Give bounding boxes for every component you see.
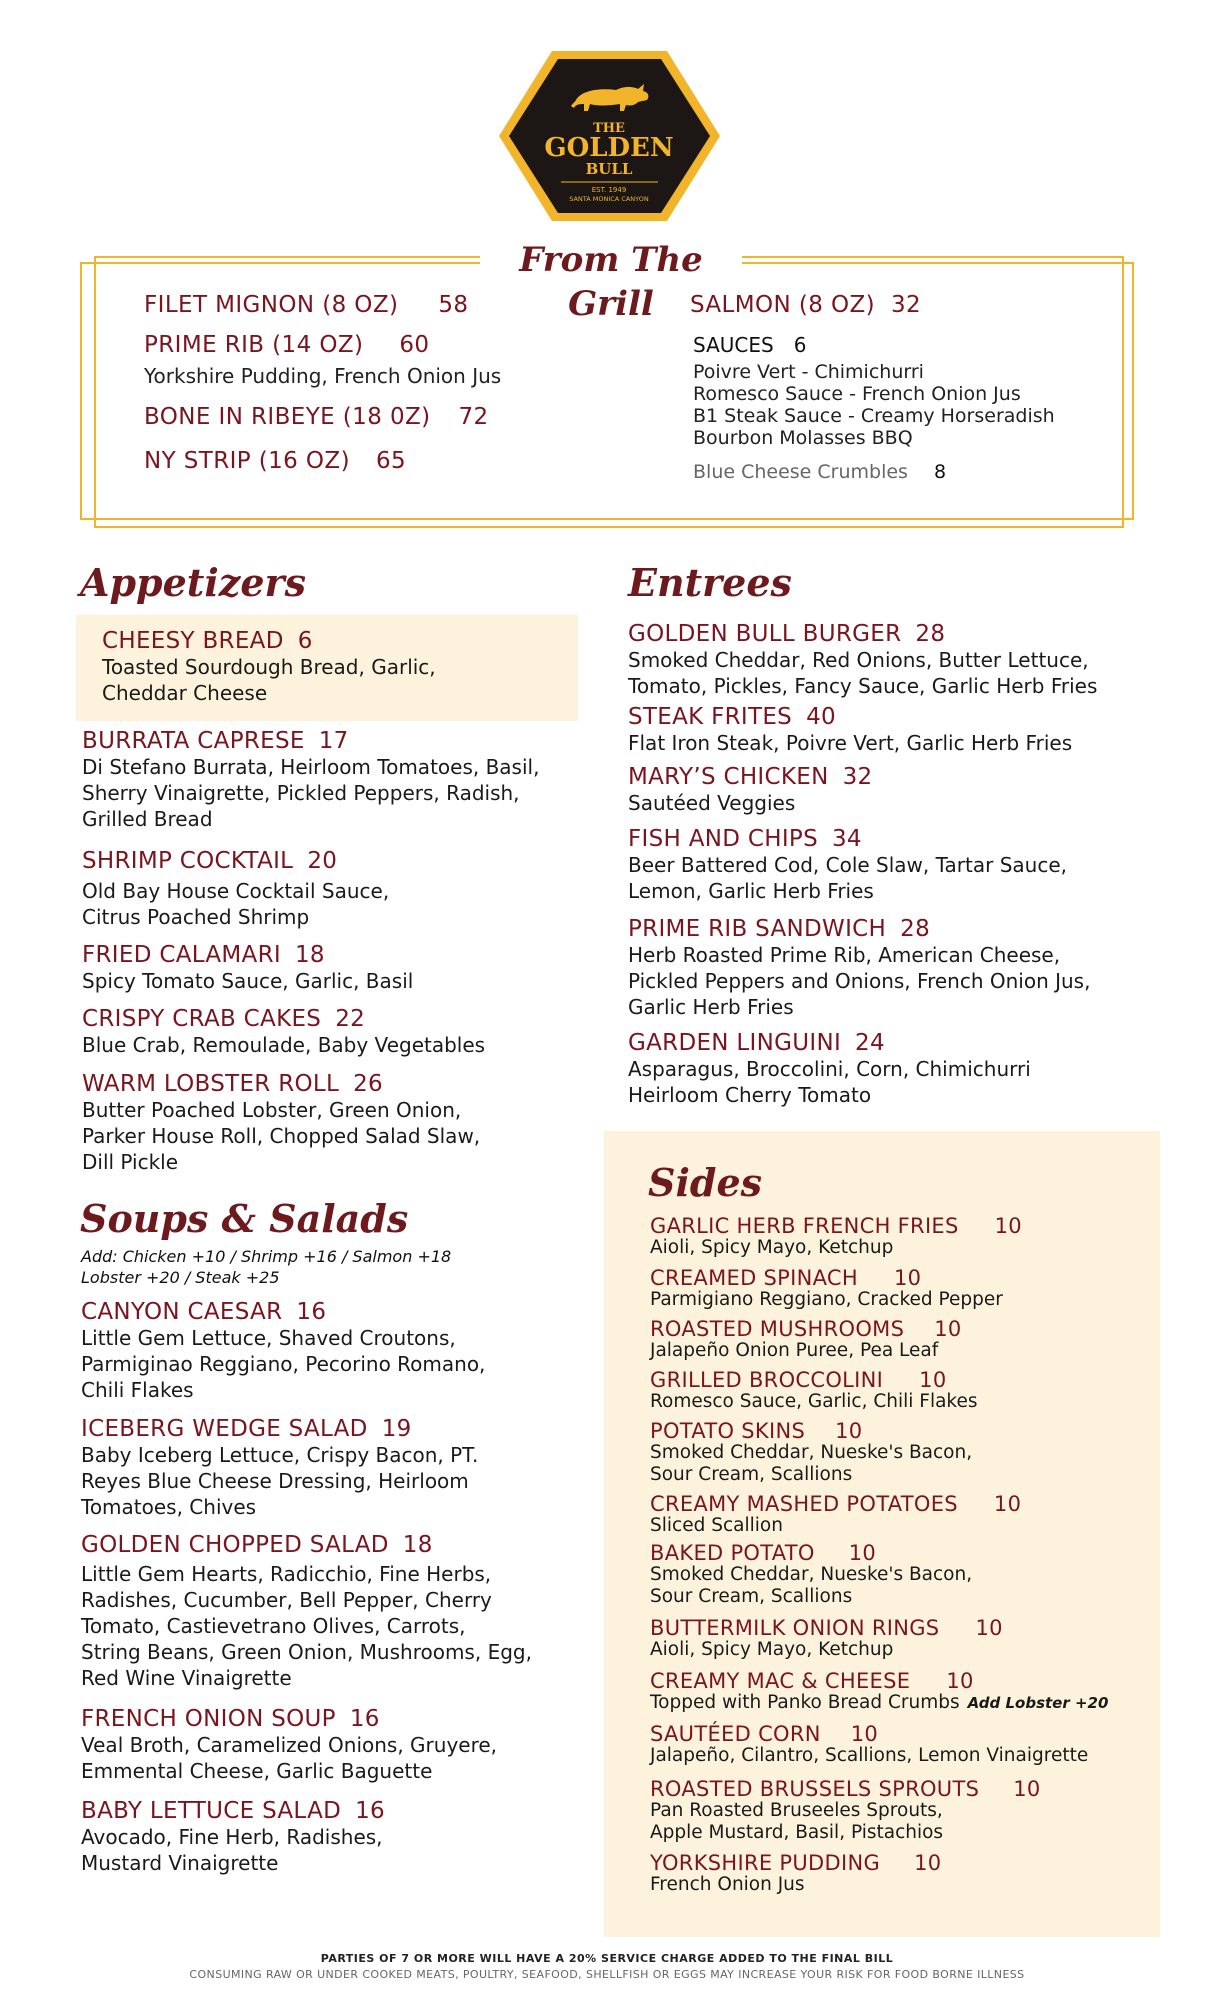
item-desc: Tomato, Castievetrano Olives, Carrots,	[81, 1614, 466, 1638]
item-price: 28	[900, 916, 931, 942]
side-item	[650, 1617, 1003, 1661]
menu-item	[82, 1071, 480, 1175]
golden-bull-logo	[496, 48, 723, 224]
side-item	[650, 1542, 972, 1608]
item-name: GOLDEN CHOPPED SALAD	[81, 1532, 389, 1558]
item-price: 19	[381, 1416, 412, 1442]
item-price: 10	[914, 1851, 942, 1875]
item-desc: Garlic Herb Fries	[628, 995, 794, 1019]
item-name: SAUTÉED CORN	[650, 1722, 821, 1746]
item-desc: Veal Broth, Caramelized Onions, Gruyere,	[81, 1733, 498, 1757]
item-price: 10	[946, 1669, 974, 1693]
item-desc: Sliced Scallion	[650, 1515, 783, 1536]
item-price: 10	[975, 1616, 1003, 1640]
item-desc: Romesco Sauce, Garlic, Chili Flakes	[650, 1391, 978, 1412]
item-name: BUTTERMILK ONION RINGS	[650, 1616, 940, 1640]
grill-item-ny-strip	[144, 448, 406, 474]
sauces-line-2: Romesco Sauce - French Onion Jus	[693, 383, 1021, 405]
item-desc: String Beans, Green Onion, Mushrooms, Egg,	[81, 1640, 532, 1664]
item-price: 10	[848, 1541, 877, 1565]
item-desc: Apple Mustard, Basil, Pistachios	[650, 1822, 944, 1843]
item-desc: Mustard Vinaigrette	[81, 1851, 279, 1875]
side-item	[650, 1670, 1108, 1714]
item-desc: Cheddar Cheese	[102, 681, 268, 705]
item-name: YORKSHIRE PUDDING	[650, 1851, 881, 1875]
item-price: 60	[399, 332, 430, 358]
item-price: 17	[318, 728, 349, 754]
item-price: 10	[835, 1419, 863, 1443]
item-desc: Aioli, Spicy Mayo, Ketchup	[650, 1639, 894, 1660]
item-desc: Tomato, Pickles, Fancy Sauce, Garlic Herb Fries	[628, 674, 1098, 698]
item-name: GARLIC HERB FRENCH FRIES	[650, 1214, 959, 1238]
item-name: STEAK FRITES	[628, 704, 793, 730]
menu-item	[82, 942, 413, 994]
item-desc: Parmigiano Reggiano, Cracked Pepper	[650, 1289, 1003, 1310]
menu-item	[628, 1030, 1031, 1108]
item-name: GRILLED BROCCOLINI	[650, 1368, 884, 1392]
grill-blue-cheese	[693, 461, 946, 483]
item-price: 26	[353, 1071, 383, 1097]
item-desc: Spicy Tomato Sauce, Garlic, Basil	[82, 969, 414, 993]
service-charge-note: PARTIES OF 7 OR MORE WILL HAVE A 20% SERVICE CHARGE ADDED TO THE FINAL BILL	[320, 1952, 894, 1965]
appetizers-heading: Appetizers	[80, 560, 306, 605]
item-name: GARDEN LINGUINI	[628, 1030, 842, 1056]
item-name: BAKED POTATO	[650, 1541, 815, 1565]
item-name: GOLDEN BULL BURGER	[628, 621, 902, 647]
item-name: CANYON CAESAR	[81, 1299, 283, 1325]
item-desc: Baby Iceberg Lettuce, Crispy Bacon, PT.	[81, 1443, 479, 1467]
item-desc	[650, 1692, 1108, 1714]
item-name: PRIME RIB SANDWICH	[628, 916, 887, 942]
menu-item	[628, 764, 872, 816]
side-item	[650, 1723, 1088, 1767]
item-desc: Radishes, Cucumber, Bell Pepper, Cherry	[81, 1588, 492, 1612]
item-price: 16	[355, 1798, 385, 1824]
item-price: 20	[307, 848, 338, 874]
item-price: 32	[842, 764, 873, 790]
menu-item	[628, 826, 1067, 904]
menu-item	[628, 621, 1097, 699]
grill-title: From The Grill	[480, 238, 742, 282]
item-desc: Butter Poached Lobster, Green Onion,	[82, 1098, 462, 1122]
add-note-line: Lobster +20 / Steak +25	[81, 1268, 280, 1287]
item-price: 18	[294, 942, 325, 968]
item-name: CREAMED SPINACH	[650, 1266, 858, 1290]
item-name: BURRATA CAPRESE	[82, 728, 305, 754]
menu-item	[81, 1532, 532, 1691]
menu-item	[628, 704, 1072, 756]
item-name: ROASTED MUSHROOMS	[650, 1317, 905, 1341]
menu-item	[81, 1798, 385, 1876]
side-item	[650, 1420, 972, 1486]
item-desc: Di Stefano Burrata, Heirloom Tomatoes, Basil,	[82, 755, 540, 779]
item-desc: Parker House Roll, Chopped Salad Slaw,	[82, 1124, 481, 1148]
side-item	[650, 1267, 1003, 1311]
item-desc: Parmiginao Reggiano, Pecorino Romano,	[81, 1352, 486, 1376]
item-desc: Pan Roasted Bruseeles Sprouts,	[650, 1800, 943, 1821]
logo-golden: GOLDEN	[544, 133, 674, 163]
item-desc: Grilled Bread	[82, 807, 213, 831]
item-name: FRENCH ONION SOUP	[81, 1706, 336, 1732]
item-name: CREAMY MAC & CHEESE	[650, 1669, 911, 1693]
grill-sauces-label	[693, 334, 806, 356]
item-name: POTATO SKINS	[650, 1419, 806, 1443]
menu-item	[81, 1706, 497, 1784]
side-item	[650, 1493, 1021, 1537]
menu-item	[82, 848, 389, 930]
item-price: 24	[855, 1030, 885, 1056]
item-desc: Heirloom Cherry Tomato	[628, 1083, 872, 1107]
item-price: 40	[806, 704, 836, 730]
item-price: 22	[335, 1006, 366, 1032]
entrees-heading: Entrees	[628, 560, 792, 605]
item-desc: Asparagus, Broccolini, Corn, Chimichurri	[628, 1057, 1031, 1081]
side-item	[650, 1318, 962, 1362]
item-desc: Jalapeño Onion Puree, Pea Leaf	[650, 1340, 939, 1361]
menu-item	[81, 1416, 478, 1520]
food-safety-disclaimer: CONSUMING RAW OR UNDER COOKED MEATS, POULTRY, SEAFOOD, SHELLFISH OR EGGS MAY INCREASE YOUR RISK FOR FOOD BORNE ILLNESS	[189, 1968, 1025, 1981]
item-price: 10	[934, 1317, 962, 1341]
item-desc: Lemon, Garlic Herb Fries	[628, 879, 874, 903]
side-item	[650, 1852, 941, 1896]
menu-item	[82, 1006, 485, 1058]
item-desc: Red Wine Vinaigrette	[81, 1666, 292, 1690]
item-price: 65	[375, 448, 407, 474]
item-desc: Beer Battered Cod, Cole Slaw, Tartar Sauce,	[628, 853, 1067, 877]
item-name: NY STRIP (16 OZ)	[144, 448, 350, 474]
item-desc: Chili Flakes	[81, 1378, 194, 1402]
item-price: 32	[891, 292, 922, 318]
item-desc: Sour Cream, Scallions	[650, 1586, 853, 1607]
menu-item	[628, 916, 1090, 1020]
blue-cheese-price: 8	[933, 461, 947, 483]
sauces-line-4: Bourbon Molasses BBQ	[693, 427, 913, 449]
side-item	[650, 1778, 1041, 1844]
logo-location: SANTA MONICA CANYON	[569, 195, 649, 203]
item-name: ROASTED BRUSSELS SPROUTS	[650, 1777, 980, 1801]
item-desc: Toasted Sourdough Bread, Garlic,	[102, 655, 436, 679]
sides-heading: Sides	[648, 1160, 763, 1205]
item-desc: Reyes Blue Cheese Dressing, Heirloom	[81, 1469, 469, 1493]
item-desc: Sautéed Veggies	[628, 791, 796, 815]
item-name: CRISPY CRAB CAKES	[82, 1006, 322, 1032]
item-price: 58	[438, 292, 469, 318]
item-desc: Old Bay House Cocktail Sauce,	[82, 879, 390, 903]
item-desc: Flat Iron Steak, Poivre Vert, Garlic Herb Fries	[628, 731, 1073, 755]
item-name: BONE IN RIBEYE (18 0Z)	[144, 404, 431, 430]
grill-prime-rib-desc: Yorkshire Pudding, French Onion Jus	[144, 364, 502, 388]
item-price: 16	[296, 1299, 327, 1325]
item-price: 18	[402, 1532, 433, 1558]
item-desc: Citrus Poached Shrimp	[82, 905, 310, 929]
item-name: SHRIMP COCKTAIL	[82, 848, 294, 874]
item-desc: Pickled Peppers and Onions, French Onion Jus,	[628, 969, 1091, 993]
grill-item-prime-rib	[144, 332, 429, 358]
item-price: 16	[349, 1706, 380, 1732]
sauces-price: 6	[793, 333, 807, 357]
item-name: SALMON (8 OZ)	[690, 292, 875, 318]
add-lobster-note: Add Lobster +20	[967, 1694, 1109, 1712]
menu-item	[102, 628, 436, 706]
menu-item	[82, 728, 539, 832]
add-note-line: Add: Chicken +10 / Shrimp +16 / Salmon +18	[81, 1247, 452, 1266]
item-name: FISH AND CHIPS	[628, 826, 818, 852]
side-item	[650, 1369, 978, 1413]
item-desc: Sour Cream, Scallions	[650, 1464, 853, 1485]
item-desc: Dill Pickle	[82, 1150, 179, 1174]
item-price: 10	[993, 1492, 1022, 1516]
side-item	[650, 1215, 1022, 1259]
item-desc: Smoked Cheddar, Nueske's Bacon,	[650, 1442, 973, 1463]
item-desc: Smoked Cheddar, Nueske's Bacon,	[650, 1564, 973, 1585]
item-name: PRIME RIB (14 OZ)	[144, 332, 364, 358]
item-price: 28	[915, 621, 946, 647]
sauces-line-3: B1 Steak Sauce - Creamy Horseradish	[693, 405, 1055, 427]
grill-item-ribeye	[144, 404, 489, 430]
item-name: FRIED CALAMARI	[82, 942, 281, 968]
item-desc: Blue Crab, Remoulade, Baby Vegetables	[82, 1033, 486, 1057]
item-price: 10	[1013, 1777, 1041, 1801]
item-price: 10	[893, 1266, 922, 1290]
item-desc: Jalapeño, Cilantro, Scallions, Lemon Vinaigrette	[650, 1745, 1089, 1766]
item-name: ICEBERG WEDGE SALAD	[81, 1416, 368, 1442]
item-desc: Herb Roasted Prime Rib, American Cheese,	[628, 943, 1061, 967]
item-price: 10	[994, 1214, 1022, 1238]
item-price: 10	[850, 1722, 879, 1746]
logo-bull: BULL	[585, 160, 633, 178]
item-desc: Little Gem Hearts, Radicchio, Fine Herbs,	[81, 1562, 492, 1586]
item-price: 72	[458, 404, 489, 430]
item-desc: Sherry Vinaigrette, Pickled Peppers, Radish,	[82, 781, 520, 805]
item-desc: Smoked Cheddar, Red Onions, Butter Lettuce,	[628, 648, 1089, 672]
item-name: CHEESY BREAD	[102, 628, 284, 654]
logo-the: THE	[593, 121, 625, 136]
sauces-line-1: Poivre Vert - Chimichurri	[693, 361, 924, 383]
item-name: BABY LETTUCE SALAD	[81, 1798, 342, 1824]
item-price: 6	[297, 628, 313, 654]
item-desc: Little Gem Lettuce, Shaved Croutons,	[81, 1326, 456, 1350]
item-desc: Emmental Cheese, Garlic Baguette	[81, 1759, 433, 1783]
item-desc: Avocado, Fine Herb, Radishes,	[81, 1825, 383, 1849]
logo-est: EST. 1949	[591, 186, 627, 194]
add-protein-note	[81, 1246, 451, 1288]
item-price: 34	[832, 826, 862, 852]
item-desc-text: Topped with Panko Bread Crumbs	[650, 1692, 960, 1713]
item-name: CREAMY MASHED POTATOES	[650, 1492, 958, 1516]
soups-salads-heading: Soups & Salads	[80, 1196, 409, 1241]
grill-item-filet	[144, 292, 468, 318]
item-name: MARY’S CHICKEN	[628, 764, 829, 790]
grill-item-salmon	[690, 292, 921, 318]
blue-cheese-name: Blue Cheese Crumbles	[693, 461, 908, 483]
item-name: WARM LOBSTER ROLL	[82, 1071, 340, 1097]
item-price: 10	[919, 1368, 947, 1392]
menu-item	[81, 1299, 485, 1403]
item-desc: French Onion Jus	[650, 1874, 805, 1895]
sauces-name: SAUCES	[693, 333, 774, 357]
item-desc: Tomatoes, Chives	[81, 1495, 257, 1519]
item-desc: Aioli, Spicy Mayo, Ketchup	[650, 1237, 894, 1258]
item-name: FILET MIGNON (8 OZ)	[144, 292, 399, 318]
